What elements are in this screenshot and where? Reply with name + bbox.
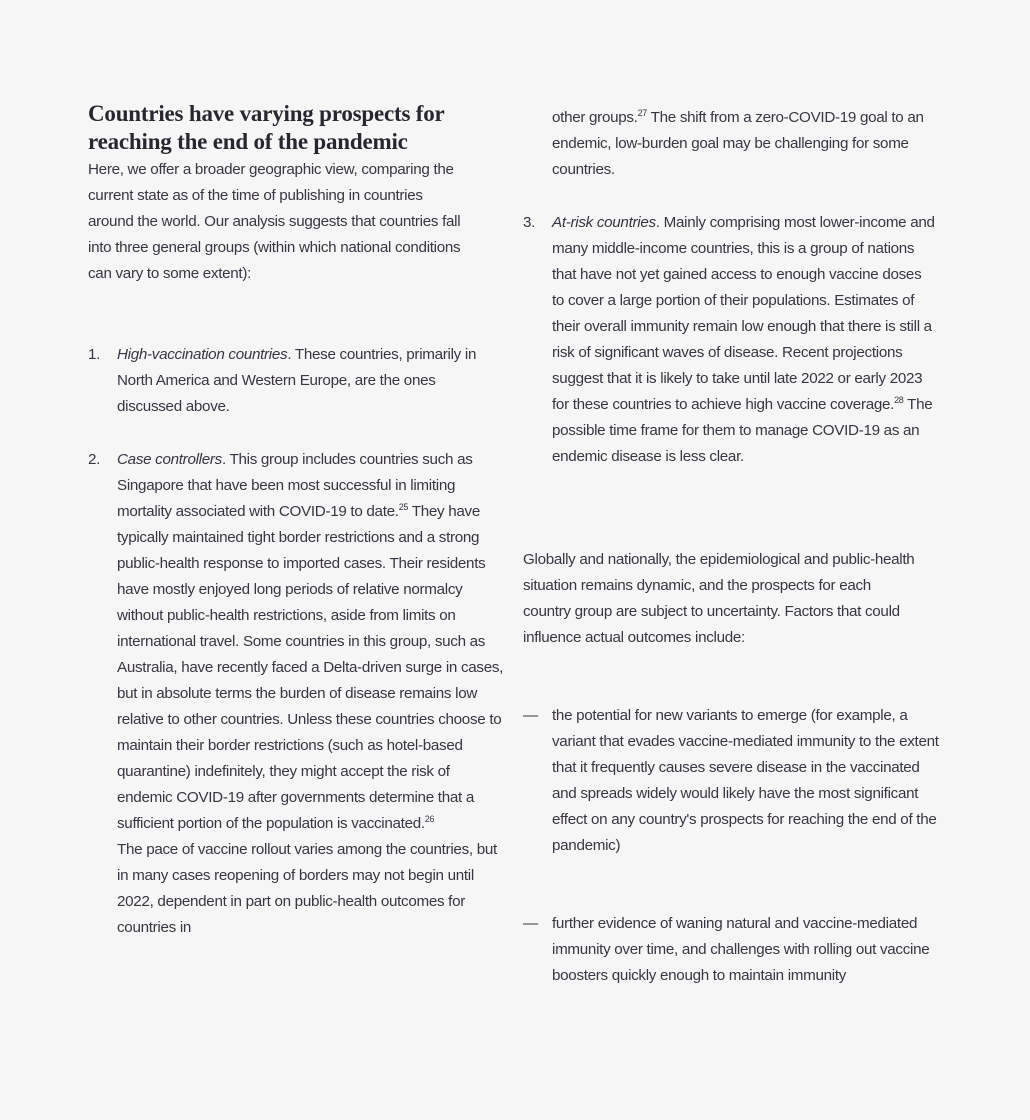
footnote-ref: 28 xyxy=(894,395,904,405)
group-description xyxy=(552,210,937,470)
group-text: The shift from a zero-COVID-19 goal to an endemic, low-burden goal may be challenging for some countries. xyxy=(552,109,924,178)
list-number: 2. xyxy=(88,451,101,468)
group-title: Case controllers xyxy=(117,451,222,468)
dash-bullet: — xyxy=(523,707,538,724)
section-heading: Countries have varying prospects for reaching the end of the pandemic xyxy=(88,101,445,154)
intro-paragraph: Here, we offer a broader geographic view, comparing the current state as of the time of publishing in countries around the world. Our analysis suggests that countries fall into three general groups (within which national conditions can vary to some extent): xyxy=(88,161,461,282)
footnote-ref: 25 xyxy=(398,502,409,512)
footnote-ref: 26 xyxy=(424,814,435,824)
group-text: . This group includes countries such as Singapore that have been most successful in limiting mortality associated with COVID-19 to date. xyxy=(117,451,473,520)
footnote-ref: 27 xyxy=(637,108,648,118)
factor-text: further evidence of waning natural and vaccine-mediated immunity over time, and challenges with rolling out vaccine boosters quickly enough to maintain immunity xyxy=(552,915,930,984)
group-description xyxy=(117,447,505,941)
list-number: 1. xyxy=(88,346,101,363)
group-text: other groups. xyxy=(552,109,638,126)
group-item-high-vaccination xyxy=(88,342,512,422)
factor-text: the potential for new variants to emerge (for example, a variant that evades vaccine-mediated immunity to the extent that it frequently causes severe disease in the vaccinated and spreads widely would likely have the most significant effect on any country's prospects for reaching the end of the pandemic) xyxy=(552,707,939,854)
group-title: At-risk countries xyxy=(552,214,656,231)
dash-bullet: — xyxy=(523,915,538,932)
group-description xyxy=(117,342,502,420)
group-continuation xyxy=(552,105,932,183)
group-title: High-vaccination countries xyxy=(117,346,288,363)
factor-item xyxy=(523,911,947,1021)
group-text: . These countries, primarily in North America and Western Europe, are the ones discussed above. xyxy=(117,346,477,415)
group-text: . Mainly comprising most lower-income and many middle-income countries, this is a group of nations that have not yet gained access to enough vaccine doses to cover a large portion of their populations. Estimates of their overall immunity remain low enough that there is still a risk of significant waves of disease. Recent projections suggest that it is likely to take until late 2022 or early 2023 for these countries to achieve high vaccine coverage. xyxy=(552,214,935,413)
group-text: They have typically maintained tight border restrictions and a strong public-health response to imported cases. Their residents have mostly enjoyed long periods of relative normalcy without public-health restrictions, aside from limits on international travel. Some countries in this group, such as Australia, have recently faced a Delta-driven surge in cases, but in absolute terms the burden of disease remains low relative to other countries. Unless these countries choose to maintain their border restrictions (such as hotel-based quarantine) indefinitely, they might accept the risk of endemic COVID-19 after governments determine that a sufficient portion of the population is vaccinated. xyxy=(117,503,504,832)
group-text: The pace of vaccine rollout varies among the countries, but in many cases reopening of borders may not begin until 2022, dependent in part on public-health outcomes for countries in xyxy=(117,841,497,936)
factor-item xyxy=(523,703,947,883)
list-number: 3. xyxy=(523,214,536,231)
group-item-case-controllers xyxy=(88,447,512,1047)
group-item-at-risk xyxy=(523,210,947,530)
outlook-paragraph: Globally and nationally, the epidemiological and public-health situation remains dynamic, and the prospects for each country group are subject to uncertainty. Factors that could influence actual outcomes include: xyxy=(523,551,915,646)
group-text: The possible time frame for them to manage COVID-19 as an endemic disease is less clear. xyxy=(552,396,933,465)
